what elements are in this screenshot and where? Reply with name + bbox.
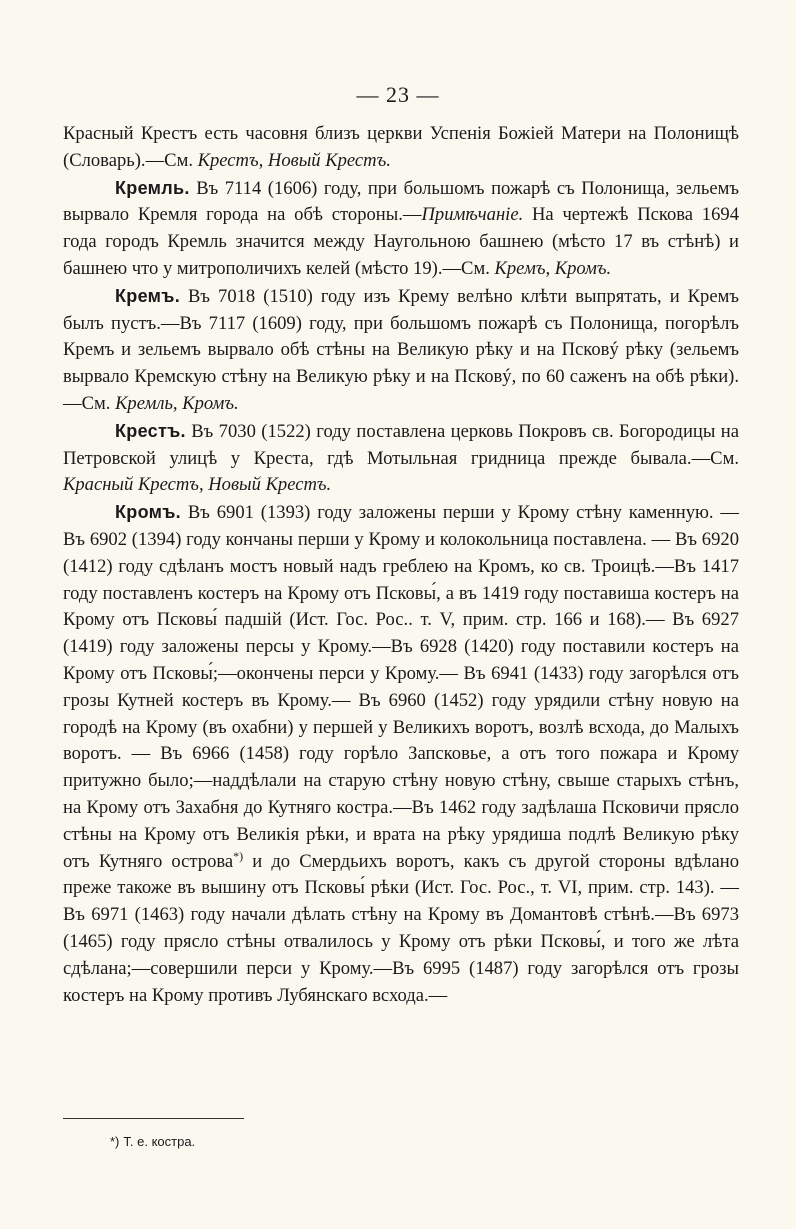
paragraph-text: Въ 7030 (1522) году поставлена церковь Покровъ св. Богородицы на Петровской улицѣ у Креста, гдѣ Мотыльная гридница прежде бывала.—См.: [63, 420, 739, 469]
cross-reference: Примѣчаніе.: [421, 204, 524, 226]
paragraph-krest: [63, 418, 739, 499]
paragraph-kreml: [63, 175, 739, 283]
entry-term: Крестъ.: [115, 420, 186, 441]
footnote-mark: *): [110, 1134, 120, 1149]
paragraph-text: Въ 6901 (1393) году заложены перши у Крому стѣну каменную. — Въ 6902 (1394) году кончаны перши у Крому и колокольница поставлена. — Въ 6920 (1412) году сдѣланъ мостъ новый надъ греблею на Кромъ, ко св. Троицѣ.—Въ 1417 году поставленъ костеръ на Крому отъ Псковы́, а въ 1419 году поставиша костеръ на Крому отъ Псковы́ падшій (Ист. Гос. Рос.. т. V, прим. стр. 166 и 168).— Въ 6927 (1419) году заложены персы у Крому.—Въ 6928 (1420) году поставили костеръ на Крому отъ Псковы́;—окончены перси у Крому.— Въ 6941 (1433) году загорѣлся отъ грозы Кутней костеръ въ Крому.— Въ 6960 (1452) году урядили стѣну новую на городѣ на Крому (въ охабни) у першей у Великихъ воротъ, возлѣ всхода, до Малыхъ воротъ. — Въ 6966 (1458) году горѣло Запсковье, а отъ того пожара и Крому притужно было;—наддѣлали на старую стѣну новую стѣну, свыше старыхъ стѣнъ, на Крому отъ Захабня до Кутняго костра.—Въ 1462 году задѣлаша Псковичи прясло стѣны на Крому отъ Великія рѣки, и врата на рѣку урядиша подлѣ Великую рѣку отъ Кутняго острова: [63, 502, 739, 872]
footnote-divider: [63, 1118, 244, 1119]
footnote-text: Т. е. костра.: [123, 1134, 196, 1149]
paragraph-text-continued: и до Смердьихъ воротъ, какъ съ другой стороны вдѣлано преже такоже въ вышину отъ Псковы́ рѣки (Ист. Гос. Рос., т. VI, прим. стр. 143). — Въ 6971 (1463) году начали дѣлать стѣну на Крому въ Домантовѣ стѣнѣ.—Въ 6973 (1465) году прясло стѣны отвалилось у Крому отъ рѣки Псковы́, и того же лѣта сдѣлана;—совершили перси у Крому.—Въ 6995 (1487) году загорѣлся отъ грозы костеръ на Крому противъ Лубянскаго всхода.—: [63, 850, 739, 1006]
page-number: — 23 —: [356, 82, 440, 107]
cross-reference: Кремль, Кромъ.: [115, 392, 239, 414]
entry-term: Кромъ.: [115, 502, 181, 523]
paragraph-krem: [63, 283, 739, 418]
text-body: [63, 121, 739, 1009]
paragraph-text-continued: На чертежѣ Пскова 1694 года городъ Кремль значится между Наугольною башнею (мѣсто 17 въ стѣнѣ) и башнею что у митрополичихъ келей (мѣсто 19).—См.: [63, 204, 739, 279]
footnote: [110, 1134, 195, 1149]
cross-reference: Красный Крестъ, Новый Крестъ.: [63, 474, 332, 496]
paragraph-text: Въ 7018 (1510) году изъ Крему велѣно клѣти выпрятать, и Кремъ былъ пустъ.—Въ 7117 (1609) году, при большомъ пожарѣ съ Полонища, погорѣлъ Кремъ и зельемъ вырвало обѣ стѣны на Великую рѣку и на Псковý рѣку (зельемъ вырвало Кремскую стѣну на Великую рѣку и на Псковý, по 60 саженъ на обѣ рѣки).—См.: [63, 285, 739, 414]
paragraph-krom: [63, 499, 739, 1009]
cross-reference: Кремъ, Кромъ.: [494, 257, 612, 279]
entry-term: Кремъ.: [115, 285, 180, 306]
footnote-reference[interactable]: *): [233, 848, 244, 863]
paragraph-text: Красный Крестъ есть часовня близъ церкви Успенія Божіей Матери на Полонищѣ (Словарь).—См.: [63, 123, 739, 171]
entry-term: Кремль.: [115, 177, 190, 198]
paragraph-text: Въ 7114 (1606) году, при большомъ пожарѣ съ Полонища, зельемъ вырвало Кремля города на обѣ стороны.—: [63, 177, 739, 226]
paragraph-krasny-krest: [63, 121, 739, 175]
cross-reference: Крестъ, Новый Крестъ.: [197, 149, 391, 171]
